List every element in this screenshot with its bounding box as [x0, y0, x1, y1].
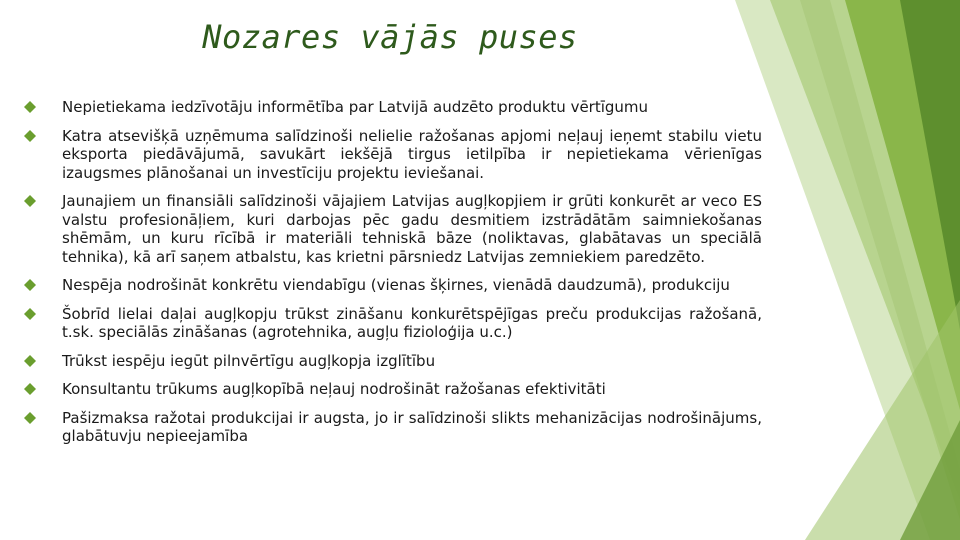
diamond-bullet-icon: [24, 101, 36, 113]
bullet-item: [24, 409, 762, 446]
bullet-text: Katra atsevišķā uzņēmuma salīdzinoši nelielie ražošanas apjomi neļauj ieņemt stabilu vietu eksporta piedāvājumā, savukārt iekšējā tirgus ietilpība ir nepietiekama vērienīgas izaugsmes plānošanai un investīciju projektu ieviešanai.: [62, 126, 762, 182]
bullet-text: Trūkst iespēju iegūt pilnvērtīgu augļkopja izglītību: [62, 351, 436, 370]
bullet-text: Nespēja nodrošināt konkrētu viendabīgu (vienas šķirnes, vienādā daudzumā), produkciju: [62, 276, 730, 294]
diamond-bullet-icon: [24, 279, 36, 291]
bullet-item: [24, 127, 762, 183]
diamond-bullet-icon: [24, 383, 36, 395]
slide-title: Nozares vājās puses: [202, 18, 578, 56]
bullet-item: [24, 352, 762, 371]
bullet-item: [24, 380, 762, 399]
bullet-item: [24, 305, 762, 342]
bullet-text: Šobrīd lielai daļai augļkopju trūkst zināšanu konkurētspējīgas preču produkcijas ražošanā, t.sk. speciālās zināšanas (agrotehnika, augļu fizioloģija u.c.): [62, 304, 762, 341]
diamond-bullet-icon: [24, 308, 36, 320]
bullet-item: [24, 276, 762, 295]
bullet-text: Konsultantu trūkums augļkopībā neļauj nodrošināt ražošanas efektivitāti: [62, 380, 606, 398]
bullet-text: Jaunajiem un finansiāli salīdzinoši vājajiem Latvijas augļkopjiem ir grūti konkurēt ar veco ES valstu profesionāļiem, kuri darbojas pēc gadu desmitiem izstrādātām saimniekošanas shēmām, un kuru rīcībā ir materiāli tehniskā bāze (noliktavas, glabātavas un speciālā tehnika), kā arī saņem atbalstu, kas krietni pārsniedz Latvijas zemniekiem paredzēto.: [62, 192, 762, 266]
bullet-text: Nepietiekama iedzīvotāju informētība par Latvijā audzēto produktu vērtīgumu: [62, 98, 649, 116]
bullet-text: Pašizmaksa ražotai produkcijai ir augsta, jo ir salīdzinoši slikts mehanizācijas nodrošinājums, glabātuvju nepieejamība: [62, 408, 762, 445]
diamond-bullet-icon: [24, 412, 36, 424]
diamond-bullet-icon: [24, 355, 36, 367]
diamond-bullet-icon: [24, 195, 36, 207]
diamond-bullet-icon: [24, 130, 36, 142]
bullet-list: [24, 98, 762, 456]
bullet-item: [24, 192, 762, 266]
bullet-item: [24, 98, 762, 117]
